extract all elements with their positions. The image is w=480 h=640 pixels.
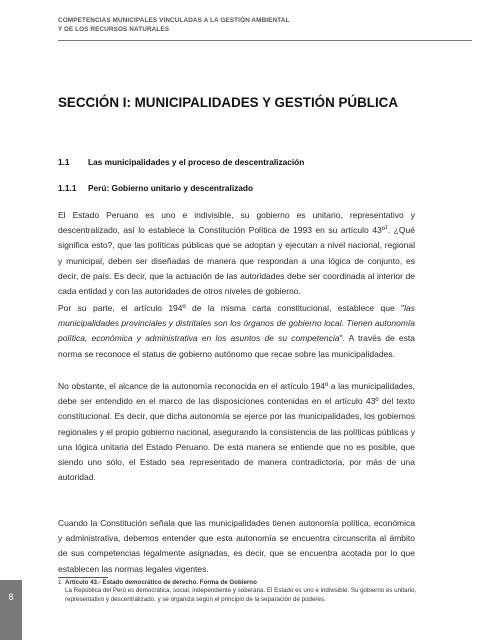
footnote-number: 1 xyxy=(58,579,62,586)
subsubsection-heading xyxy=(58,183,253,193)
page-number: 8 xyxy=(8,592,14,602)
subsection-number: 1.1 xyxy=(58,157,70,167)
subsection-heading xyxy=(58,157,304,167)
running-header-line-1: COMPETENCIAS MUNICIPALES VINCULADAS A LA GESTIÓN AMBIENTAL xyxy=(58,17,290,24)
paragraph-3: No obstante, el alcance de la autonomía reconocida en el artículo 194º a las municipalidades, debe ser entendido en el marco de las disposiciones contenidas en el artículo 43º del texto constitucional. Es decir, que dicha autonomía se ejerce por las municipalidades, los gobiernos regionales y el propio gobierno nacional, asegurando la consistencia de las políticas públicas y una lógica unitaria del Estado Peruano. De esta manera se entiende que no es posible, que siendo uno sólo, el Estado sea representado de manera contradictoria, por más de una autoridad. xyxy=(58,381,415,483)
paragraph-1 xyxy=(58,208,415,299)
paragraph-4: Cuando la Constitución señala que las municipalidades tienen autonomía política, económica y administrativa, debemos entender que esta autonomía se encuentra circunscrita al ámbito de sus competencias legalmente asignadas, es decir, que se encuentra acotada por lo que establecen las normas legales vigentes. xyxy=(58,518,415,574)
footnote-title: Artículo 43.- Estado democrático de derecho. Forma de Gobierno xyxy=(65,579,257,586)
footnote-body: La República del Perú es democrática, social, independiente y soberana. El Estado es uno e indivisible. Su gobierno es unitario, representativo y descentralizado, y se organiza según el principio de la separación de poderes. xyxy=(65,587,417,603)
subsection-title: Las municipalidades y el proceso de descentralización xyxy=(88,157,305,167)
page-number-tab xyxy=(0,580,22,640)
footnote-reference: 1 xyxy=(384,225,388,232)
header-divider xyxy=(58,40,472,41)
paragraph-2-quote: las municipalidades provinciales y distritales son los órganos de gobierno local. Tienen autonomía política, económica y administrativa en los asuntos de su competencia xyxy=(58,303,415,344)
running-header-line-2: Y DE LOS RECURSOS NATURALES xyxy=(58,26,170,33)
section-title: SECCIÓN I: MUNICIPALIDADES Y GESTIÓN PÚBLICA xyxy=(58,95,399,110)
paragraph-2-part-a: Por su parte, el artículo 194º de la misma carta constitucional, establece que " xyxy=(58,303,405,313)
paragraph-1-part-a: El Estado Peruano es uno e indivisible, su gobierno es unitario, representativo y descentralizado, así lo establece la Constitución Política de 1993 en su artículo 43º xyxy=(58,210,415,236)
subsubsection-number: 1.1.1 xyxy=(58,183,77,193)
footnote-divider xyxy=(58,577,108,578)
footnote xyxy=(58,579,420,604)
paragraph-1-part-b: . ¿Qué significa esto?, que las políticas públicas que se adoptan y ejecutan a nivel nacional, regional y municipal, deben ser diseñadas de manera que respondan a una lógica de conjunto, es decir, de país. Es decir, que la actuación de las autoridades debe ser coordinada al interior de cada entidad y con las autoridades de otros niveles de gobierno. xyxy=(58,225,416,297)
running-header xyxy=(58,16,458,34)
subsubsection-title: Perú: Gobierno unitario y descentralizado xyxy=(88,183,254,193)
paragraph-2 xyxy=(58,301,415,362)
paragraph-2-part-b: ". A través de esta norma se reconoce el status de gobierno autónomo que recae sobre las municipalidades. xyxy=(58,333,415,359)
